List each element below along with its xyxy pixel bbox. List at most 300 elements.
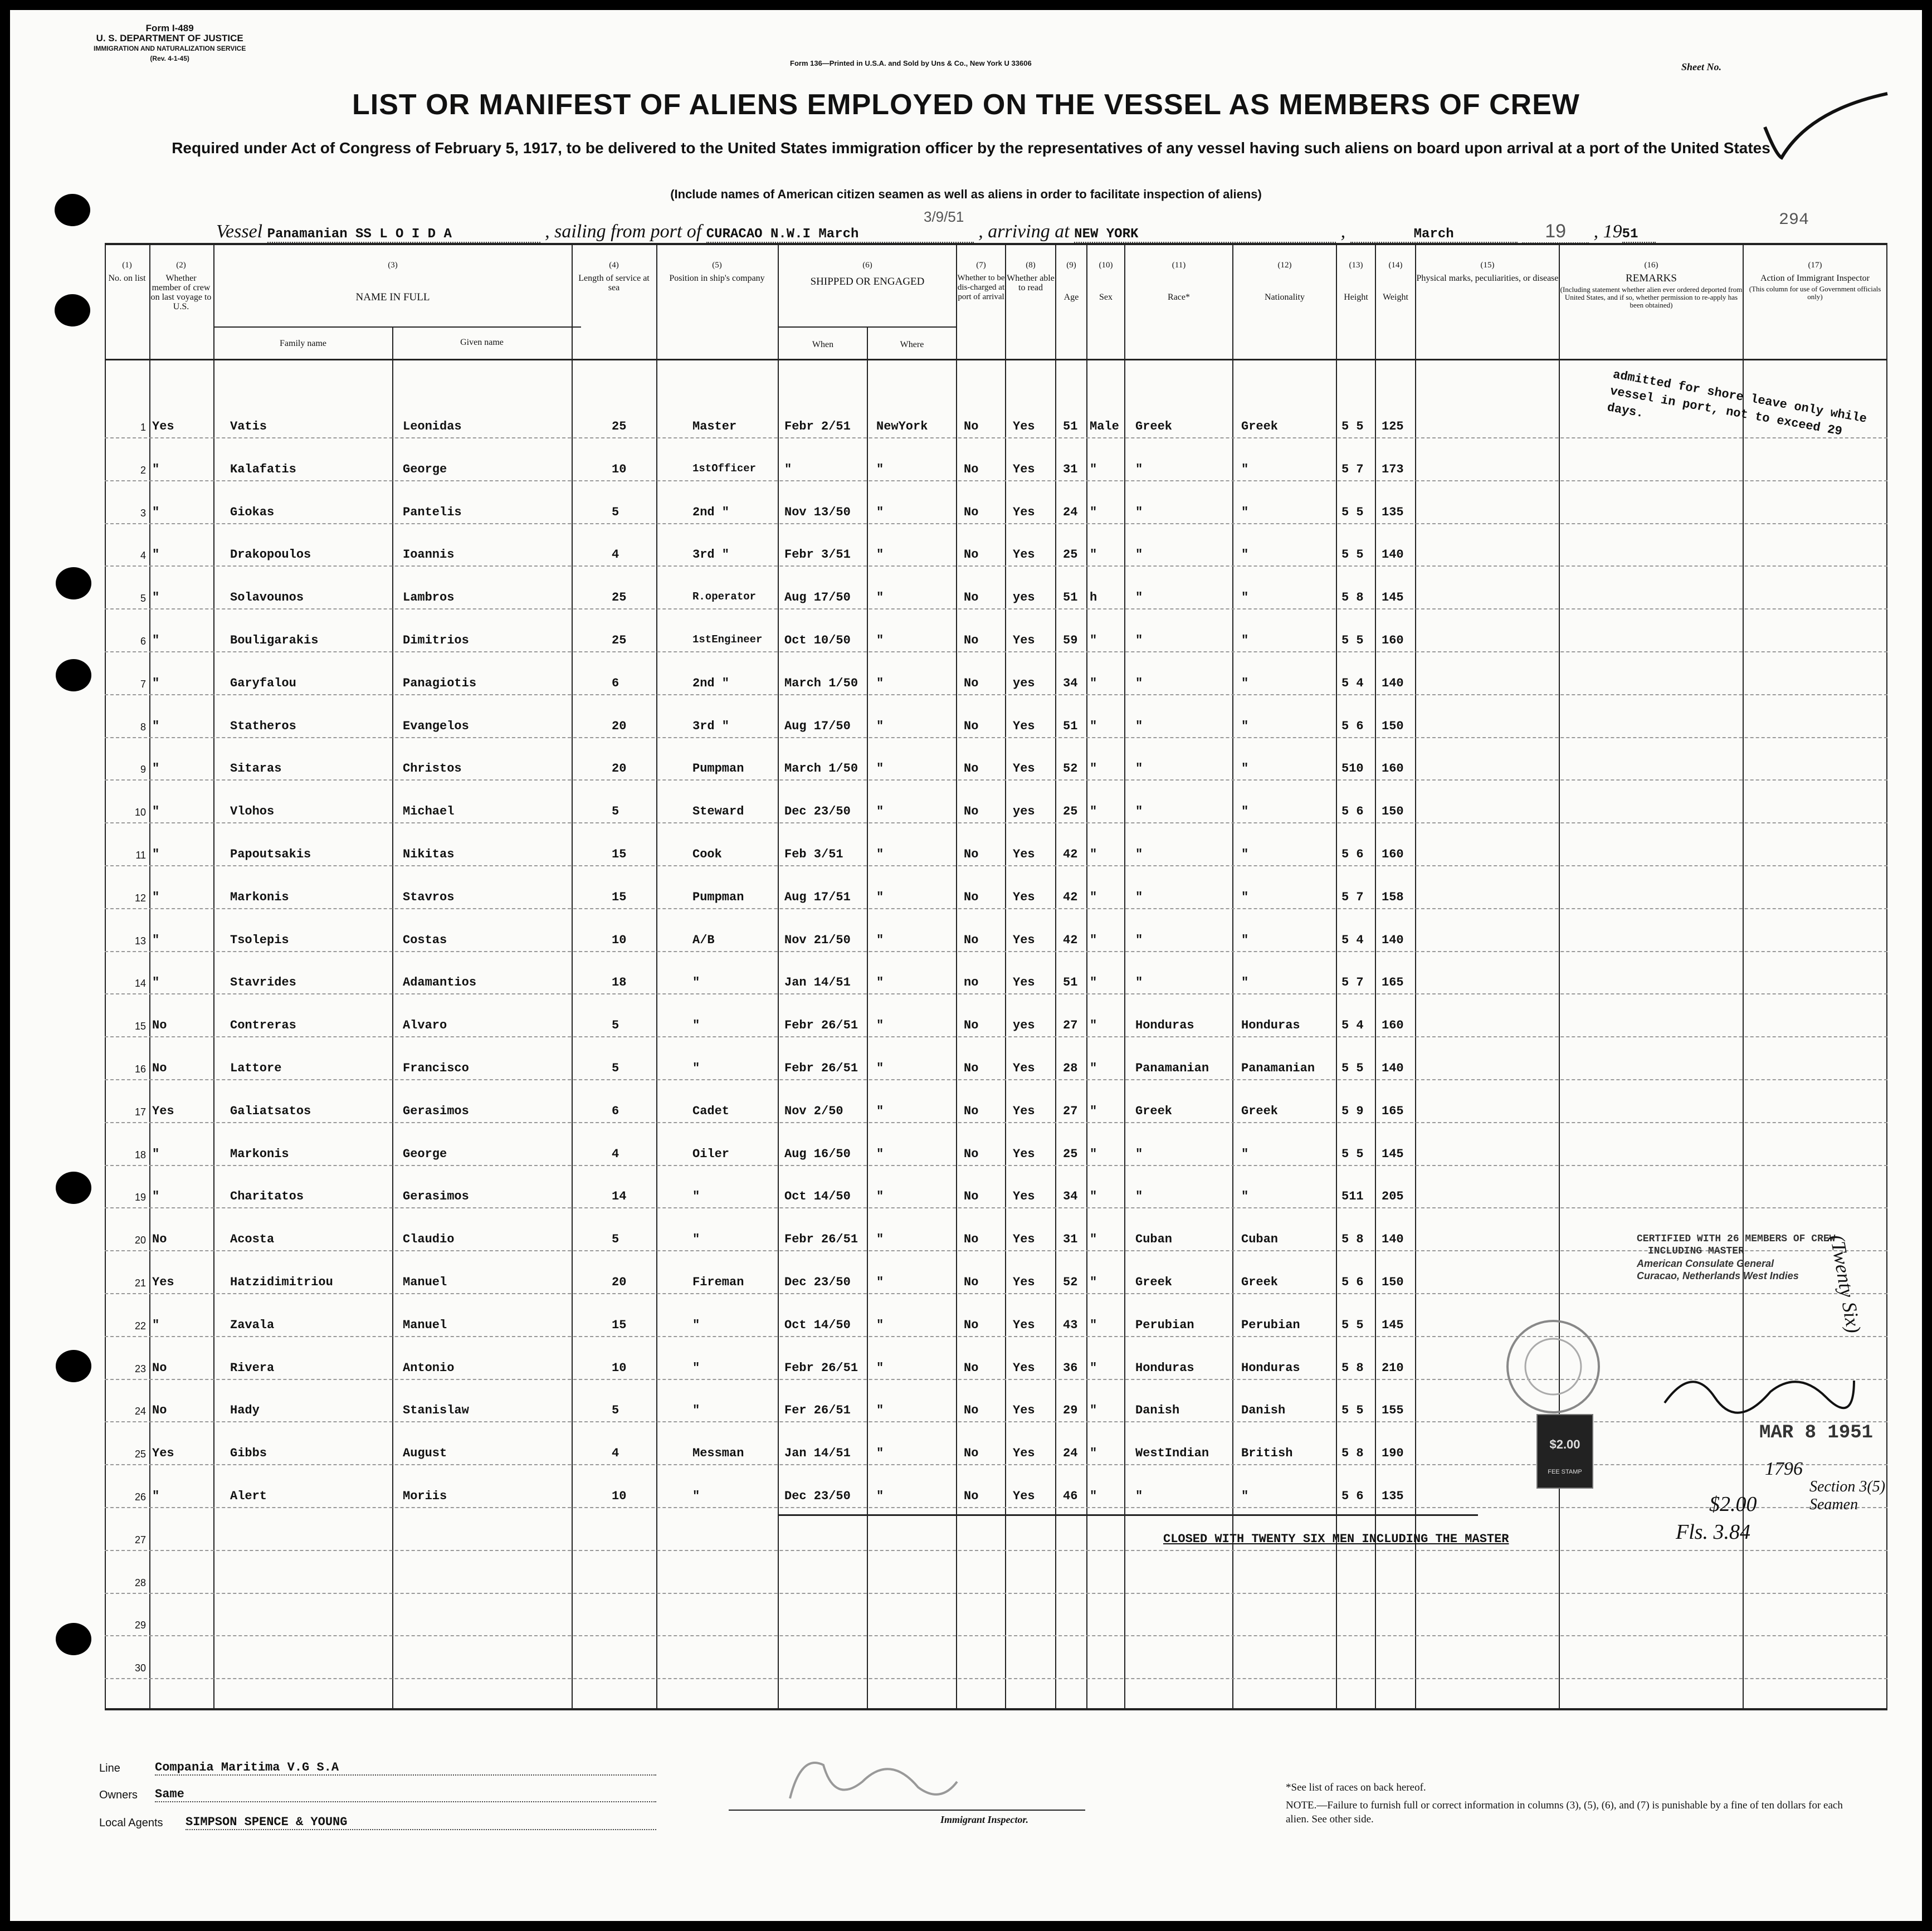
crew-age: 42 [1063, 890, 1078, 904]
crew-height: 5 5 [1341, 420, 1364, 433]
crew-prev-voyage: " [152, 804, 160, 819]
row-dashed-line [105, 1036, 1887, 1038]
crew-weight: 165 [1382, 1104, 1404, 1118]
crew-nationality: " [1241, 804, 1249, 819]
row-number: 28 [134, 1577, 146, 1588]
arrival-year: 51 [1622, 227, 1656, 243]
crew-can-read: Yes [1013, 1403, 1035, 1418]
row-number: 10 [134, 807, 146, 818]
vessel-label: Vessel [216, 221, 263, 242]
crew-race: " [1135, 548, 1143, 562]
row-number: 17 [134, 1106, 146, 1118]
crew-age: 51 [1063, 591, 1078, 605]
crew-prev-voyage: Yes [152, 1104, 174, 1118]
grid-line [656, 243, 657, 1710]
crew-prev-voyage: " [152, 762, 160, 776]
crew-given-name: Manuel [403, 1318, 447, 1332]
crew-weight: 205 [1382, 1189, 1404, 1204]
crew-prev-voyage: No [152, 1232, 167, 1247]
crew-height: 5 6 [1341, 1275, 1364, 1289]
crew-sex: " [1090, 1361, 1097, 1375]
row-dashed-line [105, 822, 1887, 825]
crew-can-read: Yes [1013, 548, 1035, 562]
grid-line [1375, 243, 1376, 1710]
crew-nationality: " [1241, 591, 1249, 605]
inspector-label: Immigrant Inspector. [940, 1814, 1029, 1825]
crew-prev-voyage: Yes [152, 1275, 174, 1289]
col-header-sex: (10) Sex [1099, 261, 1113, 302]
crew-position: 1stEngineer [692, 633, 763, 646]
row-number: 5 [140, 593, 146, 604]
crew-service-years: 5 [612, 804, 619, 819]
crew-discharged: No [964, 1446, 979, 1461]
crew-shipped-when: Jan 14/51 [784, 1446, 851, 1461]
crew-discharged: No [964, 847, 979, 861]
crew-shipped-where: " [876, 1403, 884, 1418]
crew-prev-voyage: " [152, 505, 160, 519]
crew-discharged: No [964, 548, 979, 562]
crew-race: " [1135, 976, 1143, 990]
crew-discharged: No [964, 1361, 979, 1375]
grid-line [1005, 243, 1006, 1710]
row-number: 13 [134, 935, 146, 947]
crew-sex: " [1090, 1232, 1097, 1247]
crew-prev-voyage: Yes [152, 420, 174, 433]
grid-line [867, 326, 868, 1710]
row-number: 26 [134, 1491, 146, 1503]
cert-line-master: INCLUDING MASTER [1648, 1246, 1744, 1257]
crew-can-read: Yes [1013, 462, 1035, 476]
col-header-physical: (15) Physical marks, peculiarities, or disease [1416, 261, 1559, 283]
crew-height: 5 7 [1341, 462, 1364, 476]
crew-family-name: Drakopoulos [230, 548, 311, 562]
crew-sex: " [1090, 847, 1097, 861]
grid-line [778, 243, 779, 1710]
row-number: 3 [140, 507, 146, 519]
checkmark-icon [1759, 88, 1893, 166]
crew-shipped-where: " [876, 1061, 884, 1075]
crew-service-years: 5 [612, 1061, 619, 1075]
header-bottom-border [105, 359, 1887, 360]
row-number: 27 [134, 1534, 146, 1545]
crew-sex: h [1090, 591, 1097, 605]
vessel-line: Vessel Panamanian SS L O I D A , sailing from port of CURACAO N.W.I March , arriving at NEW YORK , March 19 , 1951 [216, 221, 1656, 243]
col-header-family-name: Family name [280, 339, 326, 348]
row-dashed-line [105, 565, 1887, 568]
crew-given-name: Adamantios [403, 976, 477, 990]
col-header-action: (17) Action of Immigrant Inspector (This column for use of Government officials only) [1749, 261, 1881, 301]
crew-sex: " [1090, 1446, 1097, 1461]
crew-position: Pumpman [692, 762, 744, 776]
crew-height: 510 [1341, 762, 1364, 776]
col-header-read: (8) Whether able to read [1007, 261, 1055, 292]
crew-sex: " [1090, 1318, 1097, 1332]
printer-line: Form 136—Printed in U.S.A. and Sold by Uns & Co., New York U 33606 [790, 59, 1032, 67]
row-dashed-line [105, 1635, 1887, 1637]
crew-position: " [692, 1318, 700, 1332]
crew-prev-voyage: " [152, 676, 160, 690]
inspector-signature-icon [779, 1732, 968, 1821]
crew-shipped-when: Feb 3/51 [784, 847, 843, 861]
row-number: 30 [134, 1662, 146, 1674]
crew-service-years: 20 [612, 719, 627, 733]
crew-discharged: No [964, 676, 979, 690]
crew-family-name: Papoutsakis [230, 847, 311, 861]
crew-nationality: Panamanian [1241, 1061, 1315, 1075]
crew-shipped-when: Oct 10/50 [784, 633, 851, 647]
crew-nationality: Perubian [1241, 1318, 1300, 1332]
crew-weight: 160 [1382, 1018, 1404, 1033]
crew-shipped-when: March 1/50 [784, 676, 858, 690]
crew-discharged: No [964, 804, 979, 819]
crew-sex: " [1090, 548, 1097, 562]
crew-height: 5 7 [1341, 976, 1364, 990]
crew-position: R.operator [692, 591, 757, 603]
crew-race: " [1135, 591, 1143, 605]
races-note: *See list of races on back hereof. [1286, 1782, 1426, 1793]
row-dashed-line [105, 993, 1887, 996]
crew-position: Oiler [692, 1147, 730, 1161]
crew-height: 5 6 [1341, 847, 1364, 861]
row-dashed-line [105, 1550, 1887, 1552]
row-dashed-line [105, 1379, 1887, 1381]
crew-race: " [1135, 719, 1143, 733]
consular-signature [1659, 1358, 1860, 1433]
crew-nationality: " [1241, 505, 1249, 519]
crew-shipped-where: " [876, 1147, 884, 1161]
sailing-label: , sailing from port of [545, 221, 702, 242]
row-number: 23 [134, 1363, 146, 1374]
crew-nationality: " [1241, 676, 1249, 690]
grid-line [1055, 243, 1056, 1710]
row-number: 4 [140, 550, 146, 562]
crew-race: " [1135, 890, 1143, 904]
crew-service-years: 14 [612, 1189, 627, 1204]
crew-family-name: Contreras [230, 1018, 296, 1033]
crew-shipped-where: " [876, 1189, 884, 1204]
row-dashed-line [105, 1207, 1887, 1210]
crew-given-name: August [403, 1446, 447, 1461]
crew-sex: " [1090, 1061, 1097, 1075]
crew-can-read: Yes [1013, 1446, 1035, 1461]
crew-discharged: No [964, 933, 979, 947]
crew-discharged: No [964, 1232, 979, 1247]
row-dashed-line [105, 437, 1887, 440]
crew-position: " [692, 1403, 700, 1418]
fee-florins: Fls. 3.84 [1676, 1520, 1751, 1544]
crew-given-name: George [403, 1147, 447, 1161]
crew-height: 5 5 [1341, 1318, 1364, 1332]
crew-race: Perubian [1135, 1318, 1194, 1332]
crew-height: 5 6 [1341, 719, 1364, 733]
crew-weight: 160 [1382, 847, 1404, 861]
row-number: 18 [134, 1149, 146, 1160]
crew-age: 25 [1063, 548, 1078, 562]
crew-discharged: No [964, 591, 979, 605]
crew-shipped-where: " [876, 1232, 884, 1247]
crew-service-years: 6 [612, 676, 619, 690]
crew-race: Honduras [1135, 1361, 1194, 1375]
crew-weight: 140 [1382, 1061, 1404, 1075]
crew-age: 24 [1063, 1446, 1078, 1461]
service-name: IMMIGRATION AND NATURALIZATION SERVICE [94, 45, 246, 52]
crew-family-name: Stavrides [230, 976, 296, 990]
crew-shipped-when: Febr 3/51 [784, 548, 851, 562]
fee-stamp-value: $2.00 [1549, 1437, 1580, 1451]
grid-line [1559, 243, 1560, 1710]
crew-age: 34 [1063, 1189, 1078, 1204]
grid-line [1232, 243, 1233, 1710]
year-prefix: 19 [1603, 221, 1622, 242]
date-mark: 3/9/51 [924, 208, 964, 225]
crew-prev-voyage: " [152, 976, 160, 990]
crew-can-read: Yes [1013, 719, 1035, 733]
row-dashed-line [105, 779, 1887, 782]
row-number: 9 [140, 764, 146, 776]
punch-hole [56, 1623, 91, 1655]
crew-age: 52 [1063, 762, 1078, 776]
crew-shipped-when: Oct 14/50 [784, 1318, 851, 1332]
crew-race: " [1135, 505, 1143, 519]
crew-sex: " [1090, 1189, 1097, 1204]
agents-value: SIMPSON SPENCE & YOUNG [186, 1815, 656, 1830]
crew-family-name: Charitatos [230, 1189, 304, 1204]
crew-can-read: Yes [1013, 976, 1035, 990]
crew-race: Greek [1135, 1104, 1173, 1118]
crew-shipped-when: Febr 26/51 [784, 1361, 858, 1375]
crew-nationality: " [1241, 933, 1249, 947]
col-header-height: (13) Height [1344, 261, 1368, 302]
crew-prev-voyage: " [152, 847, 160, 861]
crew-prev-voyage: " [152, 548, 160, 562]
crew-height: 5 8 [1341, 1361, 1364, 1375]
row-number: 1 [140, 422, 146, 433]
crew-nationality: Honduras [1241, 1361, 1300, 1375]
crew-can-read: Yes [1013, 1147, 1035, 1161]
crew-shipped-when: March 1/50 [784, 762, 858, 776]
row-dashed-line [105, 951, 1887, 953]
consulate-seal-icon [1503, 1316, 1603, 1417]
crew-position: Master [692, 420, 737, 433]
crew-weight: 155 [1382, 1403, 1404, 1418]
crew-nationality: Honduras [1241, 1018, 1300, 1033]
crew-position: " [692, 1189, 700, 1204]
row-number: 8 [140, 721, 146, 733]
crew-nationality: " [1241, 1489, 1249, 1503]
form-identifier [94, 23, 246, 64]
crew-can-read: yes [1013, 591, 1035, 605]
crew-prev-voyage: " [152, 1147, 160, 1161]
crew-shipped-where: " [876, 1446, 884, 1461]
crew-prev-voyage: No [152, 1018, 167, 1033]
crew-weight: 145 [1382, 1318, 1404, 1332]
crew-height: 5 5 [1341, 633, 1364, 647]
grid-line [1415, 243, 1416, 1710]
crew-can-read: Yes [1013, 1104, 1035, 1118]
crew-position: " [692, 1061, 700, 1075]
row-dashed-line [105, 1165, 1887, 1167]
crew-given-name: Nikitas [403, 847, 455, 861]
crew-prev-voyage: " [152, 1318, 160, 1332]
col-header-remarks: (16) REMARKS (Including statement whether alien ever ordered deported from United States, and if so, whether permission to re-apply has been obtained) [1560, 261, 1743, 309]
col-header-race: (11) Race* [1168, 261, 1190, 302]
page-title: LIST OR MANIFEST OF ALIENS EMPLOYED ON THE VESSEL AS MEMBERS OF CREW [352, 89, 1580, 121]
crew-nationality: Greek [1241, 1275, 1279, 1289]
crew-can-read: Yes [1013, 420, 1035, 433]
crew-nationality: " [1241, 847, 1249, 861]
crew-shipped-when: Oct 14/50 [784, 1189, 851, 1204]
crew-can-read: Yes [1013, 633, 1035, 647]
department: U. S. DEPARTMENT OF JUSTICE [96, 33, 243, 43]
crew-weight: 140 [1382, 1232, 1404, 1247]
crew-shipped-when: Nov 21/50 [784, 933, 851, 947]
crew-age: 51 [1063, 719, 1078, 733]
crew-can-read: Yes [1013, 762, 1035, 776]
crew-age: 31 [1063, 1232, 1078, 1247]
include-note: (Include names of American citizen seamen as well as aliens in order to facilitate inspection of aliens) [670, 187, 1262, 201]
crew-sex: " [1090, 933, 1097, 947]
crew-position: Messman [692, 1446, 744, 1461]
crew-can-read: yes [1013, 676, 1035, 690]
crew-shipped-when: Aug 17/51 [784, 890, 851, 904]
crew-race: Greek [1135, 1275, 1173, 1289]
crew-discharged: No [964, 1275, 979, 1289]
crew-position: 2nd " [692, 676, 730, 690]
crew-sex: " [1090, 976, 1097, 990]
crew-family-name: Kalafatis [230, 462, 296, 476]
fee-stamp-label: FEE STAMP [1548, 1469, 1582, 1475]
crew-shipped-when: Febr 26/51 [784, 1018, 858, 1033]
crew-service-years: 4 [612, 1446, 619, 1461]
consular-date-stamp: MAR 8 1951 [1759, 1422, 1874, 1444]
crew-shipped-where: " [876, 976, 884, 990]
punch-hole [56, 659, 91, 691]
row-number: 20 [134, 1235, 146, 1246]
crew-sex: " [1090, 633, 1097, 647]
table-bottom-border [105, 1708, 1887, 1710]
crew-position: " [692, 1018, 700, 1033]
crew-shipped-where: NewYork [876, 420, 928, 433]
row-number: 22 [134, 1320, 146, 1332]
grid-line [1336, 243, 1337, 1710]
row-dashed-line [105, 737, 1887, 739]
crew-family-name: Vlohos [230, 804, 275, 819]
crew-prev-voyage: No [152, 1361, 167, 1375]
row-number: 2 [140, 464, 146, 476]
crew-height: 5 8 [1341, 591, 1364, 605]
crew-age: 46 [1063, 1489, 1078, 1503]
crew-nationality: " [1241, 1189, 1249, 1204]
crew-weight: 210 [1382, 1361, 1404, 1375]
crew-height: 5 7 [1341, 890, 1364, 904]
crew-shipped-where: " [876, 505, 884, 519]
crew-weight: 135 [1382, 1489, 1404, 1503]
crew-prev-voyage: " [152, 1189, 160, 1204]
crew-nationality: " [1241, 719, 1249, 733]
crew-shipped-where: " [876, 719, 884, 733]
crew-nationality: " [1241, 976, 1249, 990]
crew-given-name: Ioannis [403, 548, 455, 562]
crew-given-name: Evangelos [403, 719, 469, 733]
crew-height: 5 4 [1341, 1018, 1364, 1033]
crew-nationality: Danish [1241, 1403, 1286, 1418]
crew-shipped-where: " [876, 548, 884, 562]
signature-icon [1659, 1358, 1860, 1425]
crew-service-years: 5 [612, 505, 619, 519]
crew-family-name: Vatis [230, 420, 267, 433]
crew-shipped-when: Aug 17/50 [784, 719, 851, 733]
crew-discharged: No [964, 1061, 979, 1075]
closing-rule [779, 1514, 1478, 1516]
grid-line [956, 243, 957, 1710]
crew-shipped-when: Nov 2/50 [784, 1104, 843, 1118]
crew-weight: 135 [1382, 505, 1404, 519]
crew-position: Fireman [692, 1275, 744, 1289]
fee-stamp [1536, 1414, 1593, 1489]
crew-shipped-when: Febr 26/51 [784, 1061, 858, 1075]
crew-can-read: Yes [1013, 1189, 1035, 1204]
crew-shipped-when: Febr 26/51 [784, 1232, 858, 1247]
crew-shipped-where: " [876, 1318, 884, 1332]
crew-weight: 190 [1382, 1446, 1404, 1461]
crew-weight: 145 [1382, 1147, 1404, 1161]
crew-shipped-when: Dec 23/50 [784, 804, 851, 819]
row-number: 24 [134, 1406, 146, 1417]
crew-sex: " [1090, 762, 1097, 776]
crew-age: 24 [1063, 505, 1078, 519]
crew-given-name: Stavros [403, 890, 455, 904]
col-header-name: (3) NAME IN FULL [355, 261, 430, 303]
line-value: Compania Maritima V.G S.A [155, 1761, 656, 1776]
crew-family-name: Statheros [230, 719, 296, 733]
crew-race: WestIndian [1135, 1446, 1209, 1461]
crew-family-name: Hady [230, 1403, 260, 1418]
crew-shipped-where: " [876, 591, 884, 605]
crew-given-name: Gerasimos [403, 1189, 469, 1204]
departure-port: CURACAO N.W.I March [706, 227, 974, 243]
crew-can-read: Yes [1013, 1232, 1035, 1247]
crew-service-years: 5 [612, 1232, 619, 1247]
crew-given-name: Leonidas [403, 420, 462, 433]
crew-shipped-where: " [876, 1275, 884, 1289]
row-dashed-line [105, 1507, 1887, 1509]
crew-weight: 158 [1382, 890, 1404, 904]
crew-can-read: Yes [1013, 1275, 1035, 1289]
crew-given-name: Antonio [403, 1361, 455, 1375]
crew-nationality: " [1241, 548, 1249, 562]
crew-given-name: Dimitrios [403, 633, 469, 647]
shore-leave-stamp: admitted for shore leave only while vessel in port, not to exceed 29 days. [1606, 367, 1868, 439]
crew-race: " [1135, 1147, 1143, 1161]
crew-prev-voyage: No [152, 1061, 167, 1075]
crew-family-name: Hatzidimitriou [230, 1275, 333, 1289]
crew-discharged: No [964, 1018, 979, 1033]
row-dashed-line [105, 1122, 1887, 1124]
crew-service-years: 10 [612, 462, 627, 476]
crew-discharged: No [964, 890, 979, 904]
crew-age: 59 [1063, 633, 1078, 647]
row-dashed-line [105, 694, 1887, 696]
service-number: 1796 [1765, 1459, 1803, 1479]
sheet-number-label: Sheet No. [1681, 61, 1721, 72]
crew-age: 42 [1063, 847, 1078, 861]
row-number: 14 [134, 978, 146, 989]
crew-can-read: Yes [1013, 1361, 1035, 1375]
crew-given-name: Michael [403, 804, 455, 819]
crew-sex: " [1090, 1104, 1097, 1118]
crew-age: 36 [1063, 1361, 1078, 1375]
crew-nationality: " [1241, 633, 1249, 647]
